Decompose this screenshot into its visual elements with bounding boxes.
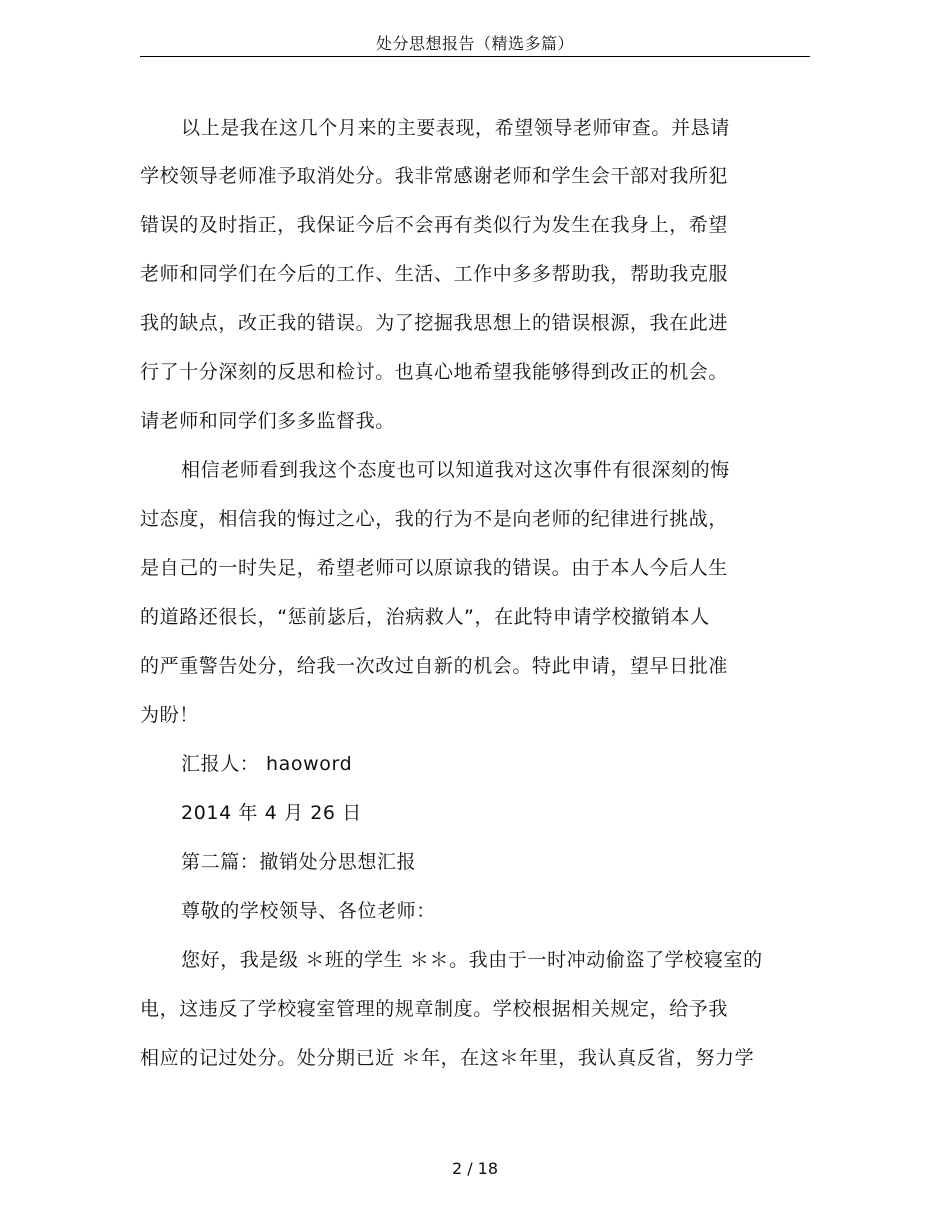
paragraph-line: 行了十分深刻的反思和检讨。也真心地希望我能够得到改正的机会。 — [140, 361, 729, 383]
paragraph-line: 的道路还很长，“惩前毖后，治病救人”，在此特申请学校撤销本人 — [140, 606, 710, 628]
reporter-line: 汇报人： haoword — [181, 753, 353, 775]
paragraph-line: 过态度，相信我的悔过之心，我的行为不是向老师的纪律进行挑战， — [140, 508, 729, 530]
salutation-line: 尊敬的学校领导、各位老师： — [181, 900, 436, 922]
paragraph-line: 学校领导老师准予取消处分。我非常感谢老师和学生会干部对我所犯 — [140, 165, 729, 187]
paragraph-line: 电，这违反了学校寝室管理的规章制度。学校根据相关规定，给予我 — [140, 998, 729, 1020]
page-number: 2 / 18 — [451, 1159, 499, 1178]
date-line: 2014 年 4 月 26 日 — [181, 802, 362, 824]
paragraph-line: 以上是我在这几个月来的主要表现，希望领导老师审查。并恳请 — [181, 117, 730, 139]
paragraph-line: 为盼！ — [140, 704, 199, 726]
section-title: 第二篇：撤销处分思想汇报 — [181, 851, 417, 873]
paragraph-line: 老师和同学们在今后的工作、生活、工作中多多帮助我，帮助我克服 — [140, 263, 729, 285]
header-divider — [140, 56, 810, 57]
paragraph-line: 请老师和同学们多多监督我。 — [140, 410, 395, 432]
paragraph-line: 相信老师看到我这个态度也可以知道我对这次事件有很深刻的悔 — [181, 459, 730, 481]
document-header-title: 处分思想报告（精选多篇） — [375, 34, 574, 53]
paragraph-line: 您好，我是级 ＊班的学生 ＊＊。我由于一时冲动偷盗了学校寝室的 — [181, 949, 763, 971]
paragraph-line: 相应的记过处分。处分期已近 ＊年，在这＊年里，我认真反省，努力学 — [140, 1047, 755, 1069]
paragraph-line: 错误的及时指正，我保证今后不会再有类似行为发生在我身上，希望 — [140, 214, 729, 236]
paragraph-line: 的严重警告处分，给我一次改过自新的机会。特此申请，望早日批准 — [140, 655, 729, 677]
paragraph-line: 我的缺点，改正我的错误。为了挖掘我思想上的错误根源，我在此进 — [140, 312, 729, 334]
paragraph-line: 是自己的一时失足，希望老师可以原谅我的错误。由于本人今后人生 — [140, 557, 729, 579]
